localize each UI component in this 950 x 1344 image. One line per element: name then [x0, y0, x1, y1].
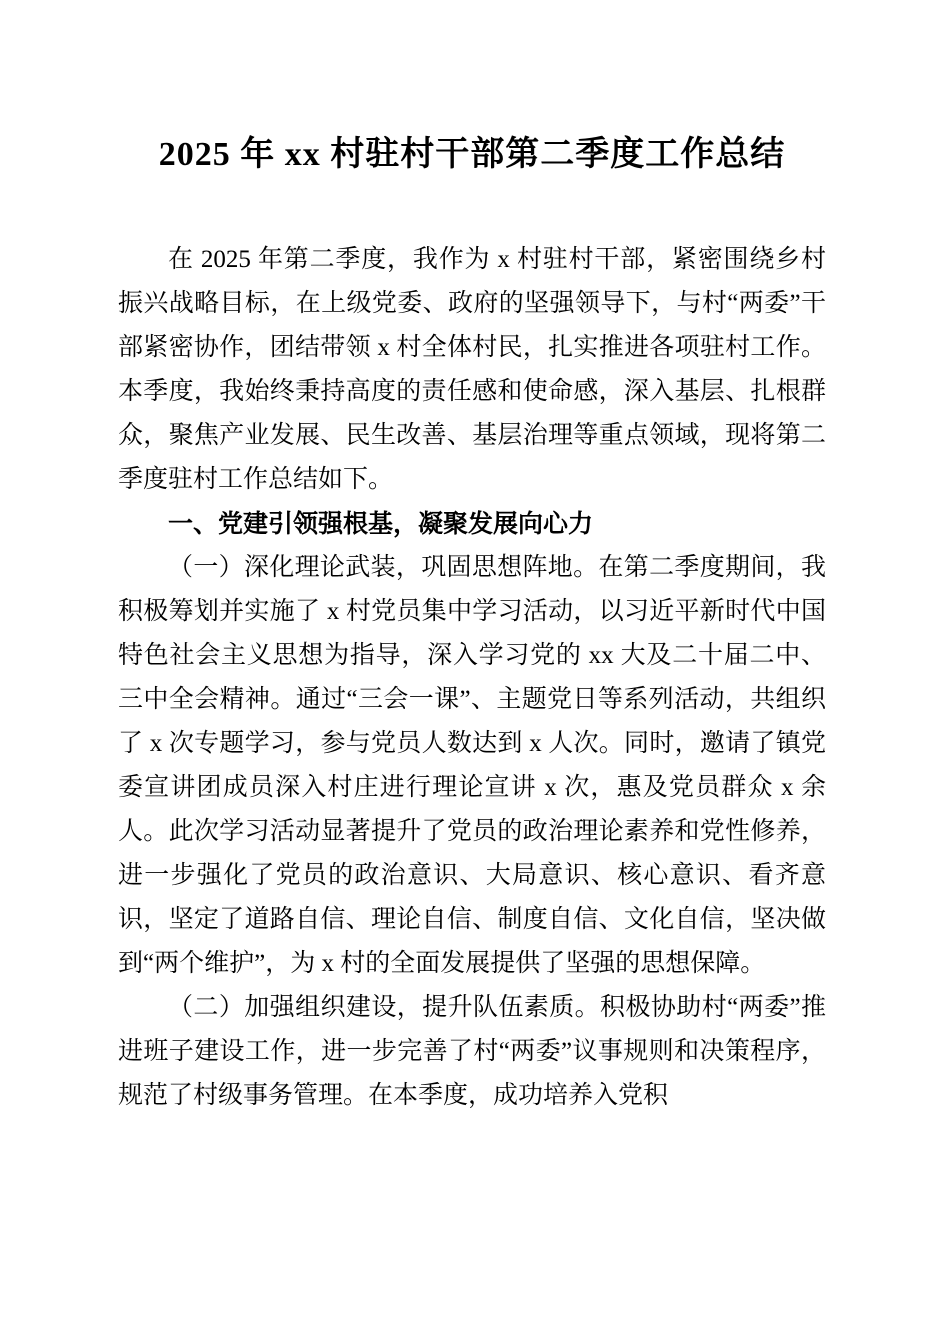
document-title: 2025 年 xx 村驻村干部第二季度工作总结: [158, 136, 786, 173]
section-heading-party-building: 一、党建引领强根基，凝聚发展向心力: [168, 510, 594, 538]
paragraph-theory-armament: （一）深化理论武装，巩固思想阵地。在第二季度期间，我积极筹划并实施了 x 村党员集中学习活动，以习近平新时代中国特色社会主义思想为指导，深入学习党的 xx 大及二十届二中、三中全会精神。通过“三会一课”、主题党日等系列活动，共组织了 x 次专题学习，参与党员人数达到 x 人次。同时，邀请了镇党委宣讲团成员深入村庄进行理论宣讲 x 次，惠及党员群众 x 余人。此次学习活动显著提升了党员的政治理论素养和党性修养，进一步强化了党员的政治意识、大局意识、核心意识、看齐意识，坚定了道路自信、理论自信、制度自信、文化自信，坚决做到“两个维护”，为 x 村的全面发展提供了坚强的思想保障。: [118, 554, 826, 977]
paragraph-organization-building: （二）加强组织建设，提升队伍素质。积极协助村“两委”推进班子建设工作，进一步完善了村“两委”议事规则和决策程序，规范了村级事务管理。在本季度，成功培养入党积: [118, 994, 826, 1109]
paragraph-intro: 在 2025 年第二季度，我作为 x 村驻村干部，紧密围绕乡村振兴战略目标，在上级党委、政府的坚强领导下，与村“两委”干部紧密协作，团结带领 x 村全体村民，扎实推进各项驻村工作。本季度，我始终秉持高度的责任感和使命感，深入基层、扎根群众，聚焦产业发展、民生改善、基层治理等重点领域，现将第二季度驻村工作总结如下。: [118, 246, 826, 493]
